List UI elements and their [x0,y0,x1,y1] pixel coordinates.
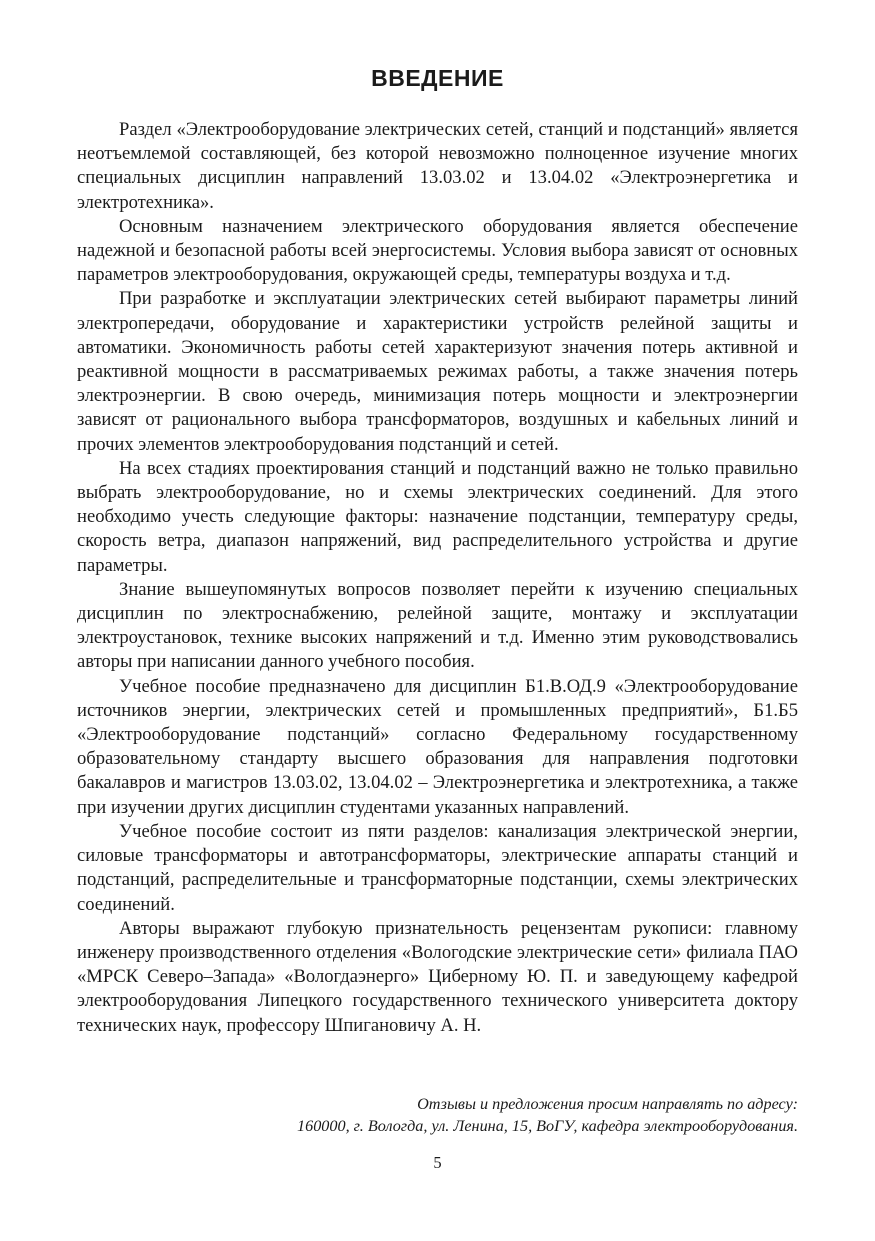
paragraph-purpose: Основным назначением электрического оборудования является обеспечение надежной и безопасной работы всей энергосистемы. Условия выбора зависят от основных параметров электрооборудования, окружающей среды, температуры воздуха и т.д. [77,215,798,286]
paragraph-network-design: При разработке и эксплуатации электрических сетей выбирают параметры линий электропередачи, оборудование и характеристики устройств релейной защиты и автоматики. Экономичность работы сетей характеризуют значения потерь активной и реактивной мощности в рассматриваемых режимах работы, а также значения потерь электроэнергии. В свою очередь, минимизация потерь мощности и электроэнергии зависят от рационального выбора трансформаторов, воздушных и кабельных линий и прочих элементов электрооборудования подстанций и сетей. [77,288,798,455]
paragraph-knowledge: Знание вышеупомянутых вопросов позволяет перейти к изучению специальных дисциплин по электроснабжению, релейной защите, монтажу и эксплуатации электроустановок, технике высоких напряжений и т.д. Именно этим руководствовались авторы при написании данного учебного пособия. [77,578,798,673]
paragraph-scope: Раздел «Электрооборудование электрических сетей, станций и подстанций» является неотъемлемой составляющей, без которой невозможно полноценное изучение многих специальных дисциплин направлений 13.03.02 и 13.04.02 «Электроэнергетика и электротехника». [77,119,798,213]
address-line: 160000, г. Вологда, ул. Ленина, 15, ВоГУ, кафедра электрооборудования. [297,1117,798,1135]
paragraph-disciplines: Учебное пособие предназначено для дисциплин Б1.В.ОД.9 «Электрооборудование источников энергии, электрических сетей и промышленных предприятий», Б1.Б5 «Электрооборудование подстанций» согласно Федеральному государственному образовательному стандарту высшего образования для направления подготовки бакалавров и магистров 13.03.02, 13.04.02 – Электроэнергетика и электротехника, а также при изучении других дисциплин студентами указанных направлений. [77,675,798,818]
paragraph-structure: Учебное пособие состоит из пяти разделов: канализация электрической энергии, силовые трансформаторы и автотрансформаторы, электрические аппараты станций и подстанций, распределительные и трансформаторные подстанции, схемы электрических соединений. [77,820,798,915]
page-number: 5 [433,1153,442,1172]
body-text [77,118,798,1038]
feedback-line: Отзывы и предложения просим направлять по адресу: [417,1095,798,1113]
paragraph-design-stages: На всех стадиях проектирования станций и подстанций важно не только правильно выбрать электрооборудование, но и схемы электрических соединений. Для этого необходимо учесть следующие факторы: назначение подстанции, температуру среды, скорость ветра, диапазон напряжений, вид распределительного устройства и другие параметры. [77,457,798,576]
page-title: ВВЕДЕНИЕ [371,65,504,91]
paragraph-acknowledgements: Авторы выражают глубокую признательность рецензентам рукописи: главному инженеру производственного отделения «Вологодские электрические сети» филиала ПАО «МРСК Северо–Запада» «Вологдаэнерго» Циберному Ю. П. и заведующему кафедрой электрооборудования Липецкого государственного технического университета доктору технических наук, профессору Шпигановичу А. Н. [77,917,798,1036]
feedback-address [77,1093,798,1137]
